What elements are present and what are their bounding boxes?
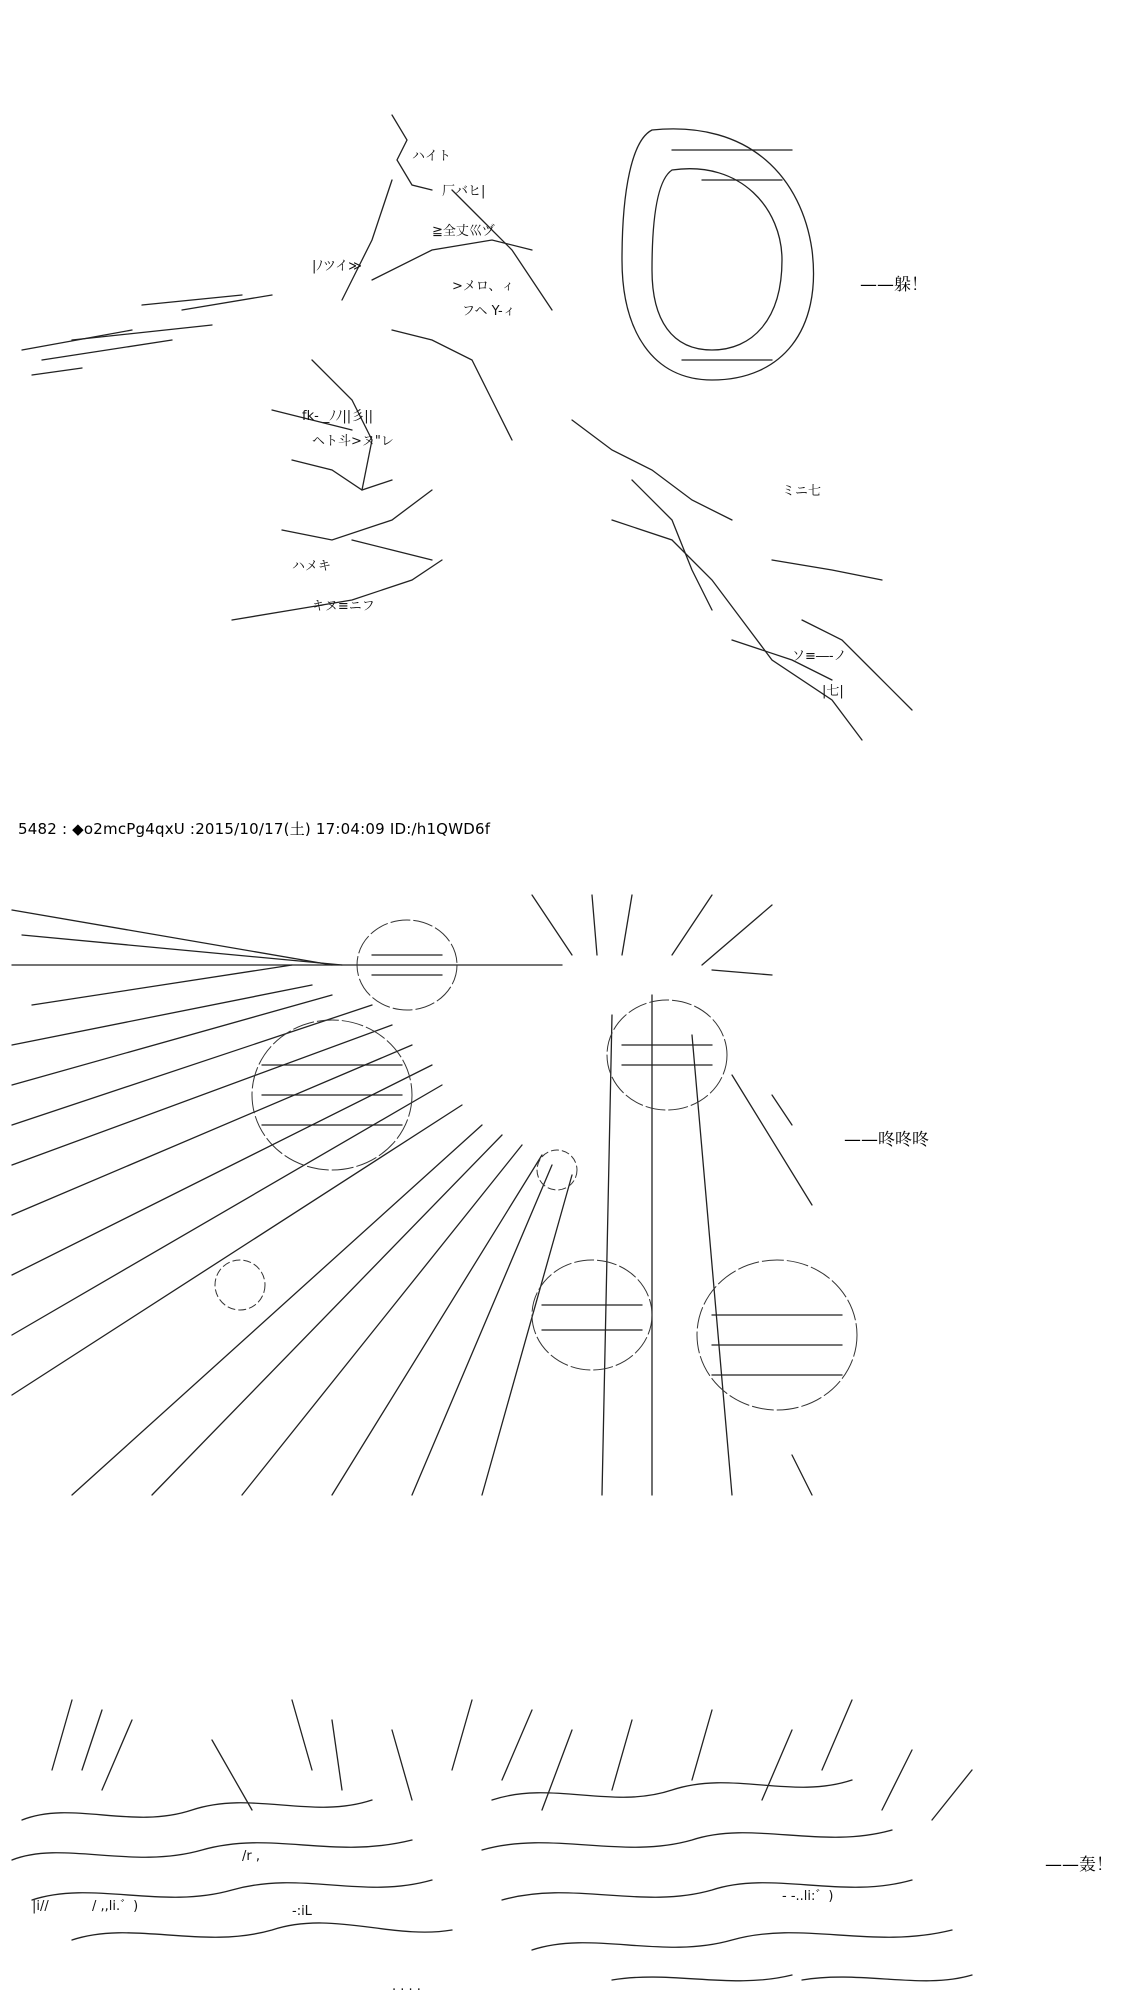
svg-text:>メロ、ィ: >メロ、ィ — [452, 279, 515, 294]
svg-text:/ ,,li.゛): / ,,li.゛) — [92, 1899, 139, 1914]
svg-text:|七|: |七| — [822, 684, 844, 699]
impact-ascii-art — [12, 895, 812, 1535]
svg-text:ヘト斗>ヌ"レ: ヘト斗>ヌ"レ — [312, 434, 394, 449]
svg-text:厂バヒ|: 厂バヒ| — [442, 184, 486, 199]
explosion-debris — [12, 1700, 972, 1981]
post-page — [12, 0, 1125, 2000]
svg-text:-:iL: -:iL — [292, 1904, 312, 1919]
svg-text:. . . .: . . . . — [392, 1979, 421, 1994]
speed-lines — [12, 895, 812, 1495]
character-body — [232, 115, 912, 740]
sfx-thud: ——咚咚咚 — [844, 1130, 929, 1150]
svg-text:fk- _ﾉﾉ||彡||: fk- _ﾉﾉ||彡|| — [302, 409, 373, 424]
sfx-dodge: ——躲！ — [860, 275, 928, 295]
motion-streaks — [22, 295, 272, 375]
post-header: 5482 : ◆o2mcPg4qxU :2015/10/17(土) 17:04:09 ID:/h1QWD6f — [18, 820, 491, 838]
svg-text:- -..li:゛): - -..li:゛) — [782, 1889, 834, 1904]
dodge-ascii-art — [12, 100, 952, 780]
svg-text:|ﾉツイ≫: |ﾉツイ≫ — [312, 259, 362, 274]
svg-text:ハメキ: ハメキ — [292, 559, 332, 574]
svg-text:ハイト: ハイト — [412, 149, 452, 164]
svg-text:/r ,: /r , — [242, 1849, 260, 1864]
sfx-boom: ——轰！ — [1045, 1855, 1113, 1875]
svg-text:≧全丈巛ヅ: ≧全丈巛ヅ — [432, 224, 495, 239]
explosion-ascii-art — [12, 1690, 1052, 2000]
svg-text:ソ≡―-ノ: ソ≡―-ノ — [792, 649, 847, 664]
svg-text:ミニ七: ミニ七 — [782, 484, 822, 499]
svg-text:フヘ Y-ィ: フヘ Y-ィ — [462, 304, 516, 319]
ring-weapon — [622, 129, 814, 380]
svg-text:キヌ≡ニフ: キヌ≡ニフ — [312, 599, 375, 614]
svg-text:|i//: |i// — [32, 1899, 49, 1914]
